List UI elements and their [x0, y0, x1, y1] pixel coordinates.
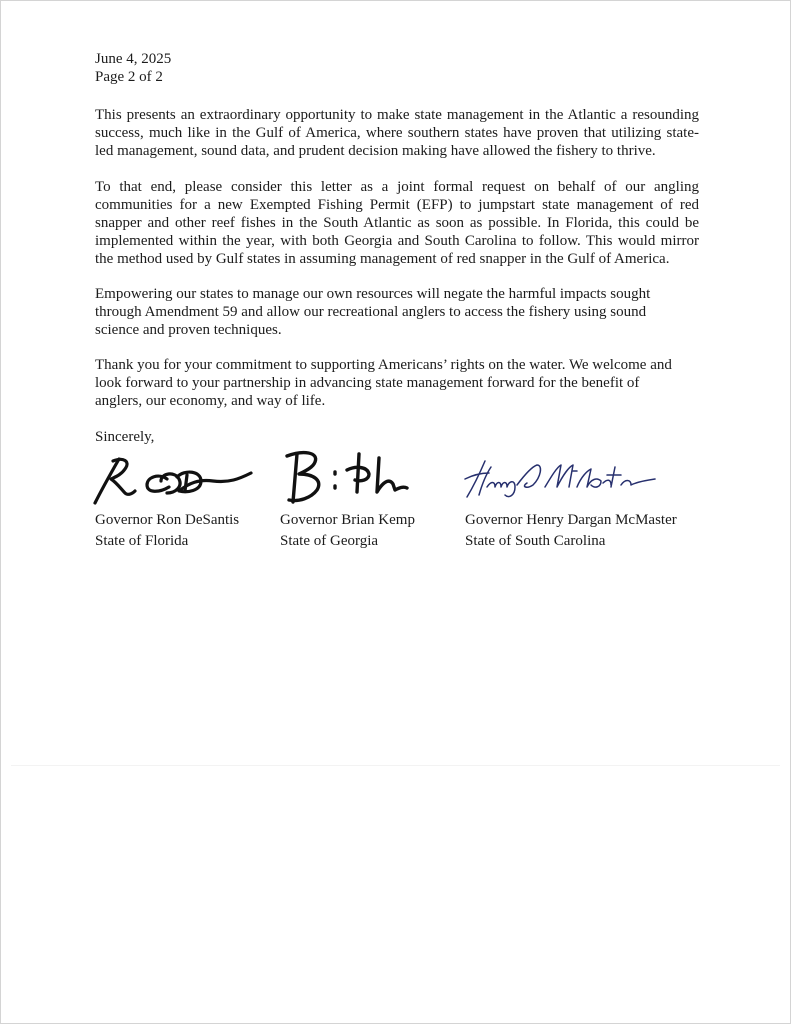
page-fold-line: [11, 765, 780, 766]
letter-header: [95, 50, 395, 86]
letter-date: June 4, 2025: [95, 51, 172, 67]
paragraph-line: through Amendment 59 and allow our recreational anglers to access the fishery using sound: [95, 304, 647, 320]
paragraph-line: snapper and other reef fishes in the South Atlantic as soon as possible. In Florida, this could be: [95, 215, 699, 231]
page-number: Page 2 of 2: [95, 69, 163, 85]
signatory-desantis: [95, 510, 239, 552]
signature-kemp: [283, 448, 413, 508]
signatory-state: State of Georgia: [280, 533, 379, 549]
paragraph-line: led management, sound data, and prudent decision making have allowed the fishery to thrive.: [95, 143, 656, 159]
paragraph-line: Empowering our states to manage our own resources will negate the harmful impacts sought: [95, 286, 651, 302]
paragraph-line: science and proven techniques.: [95, 322, 282, 338]
paragraph-line: success, much like in the Gulf of America, where southern states have proven that utilizing state-: [95, 125, 699, 141]
paragraph-line: communities for a new Exempted Fishing Permit (EFP) to jumpstart state management of red: [95, 197, 699, 213]
paragraph-line: Thank you for your commitment to supporting Americans’ rights on the water. We welcome and: [95, 357, 672, 373]
signatory-state: State of South Carolina: [465, 533, 606, 549]
signatory-title: Governor Henry Dargan McMaster: [465, 512, 677, 528]
paragraph-line: To that end, please consider this letter as a joint formal request on behalf of our angling: [95, 179, 699, 195]
paragraph-line: the method used by Gulf states in assuming management of red snapper in the Gulf of America.: [95, 251, 670, 267]
paragraph-line: look forward to your partnership in advancing state management forward for the benefit of: [95, 375, 640, 391]
paragraph-thank-you: [95, 356, 699, 410]
paragraph-line: implemented within the year, with both Georgia and South Carolina to follow. This would mirror: [95, 233, 699, 249]
signatory-state: State of Florida: [95, 533, 189, 549]
signatory-mcmaster: [465, 510, 677, 552]
paragraph-line: anglers, our economy, and way of life.: [95, 393, 326, 409]
paragraph-efp-request: [95, 178, 699, 268]
signatory-title: Governor Brian Kemp: [280, 512, 415, 528]
signature-desantis: [89, 453, 259, 508]
paragraph-empowering: [95, 285, 699, 339]
signatory-title: Governor Ron DeSantis: [95, 512, 240, 528]
signatory-kemp: [280, 510, 415, 552]
paragraph-opportunity: [95, 106, 699, 160]
signature-mcmaster: [461, 457, 661, 501]
closing-salutation: Sincerely,: [95, 429, 155, 445]
paragraph-line: This presents an extraordinary opportunity to make state management in the Atlantic a resounding: [95, 107, 699, 123]
